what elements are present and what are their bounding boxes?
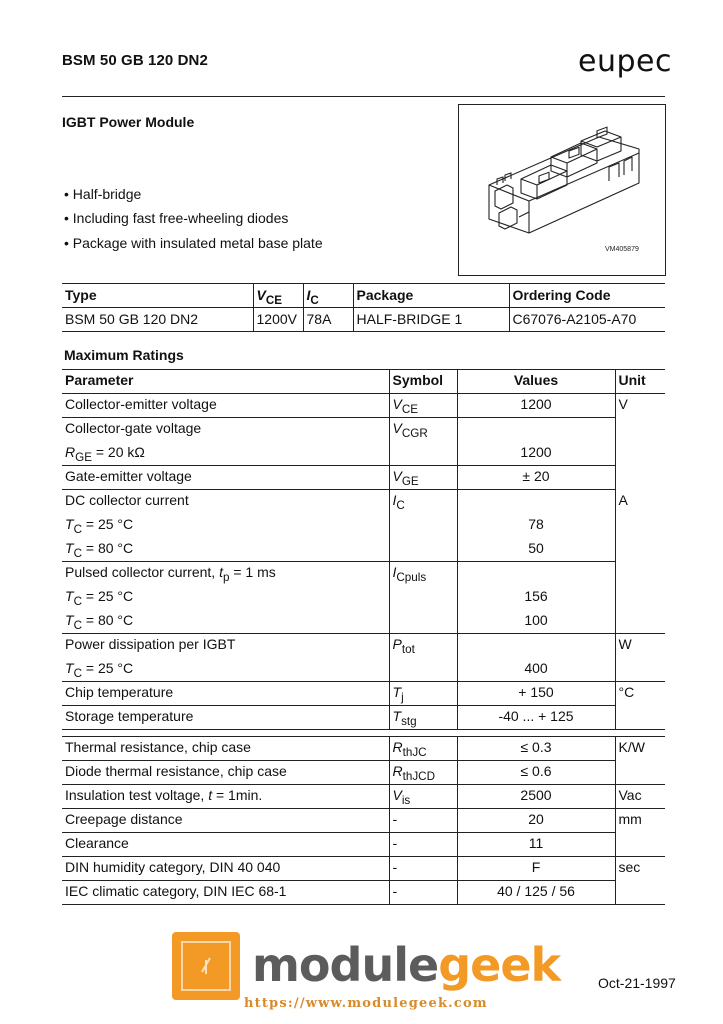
brand-logo: eupec <box>578 44 672 79</box>
feature-item: • Half-bridge <box>64 186 142 202</box>
value-cell: 156 <box>457 586 615 610</box>
unit-cell: mm <box>615 809 665 833</box>
unit-cell <box>615 761 665 785</box>
ratings-table <box>62 369 665 905</box>
footer-date: Oct-21-1997 <box>598 975 676 991</box>
value-cell: 2500 <box>457 785 615 809</box>
table-row <box>62 833 665 857</box>
symbol-cell: $I_C$ <box>389 490 457 514</box>
param-cell: Thermal resistance, chip case <box>62 737 389 761</box>
table-row <box>62 442 665 466</box>
unit-cell: W <box>615 634 665 658</box>
value-cell: 1200 <box>457 442 615 466</box>
symbol-cell: - <box>389 809 457 833</box>
param-cell: Chip temperature <box>62 682 389 706</box>
table-spacer <box>62 730 665 737</box>
unit-cell <box>615 881 665 905</box>
table-row <box>62 857 665 881</box>
param-cell: Collector-emitter voltage <box>62 394 389 418</box>
table-row <box>62 881 665 905</box>
param-cell: $T_C = 25$ °C <box>65 515 134 536</box>
cell-ordering-code: C67076-A2105-A70 <box>509 308 665 332</box>
cell-vce: 1200V <box>253 308 303 332</box>
param-cell: Insulation test voltage, t = 1min. <box>62 785 389 809</box>
symbol-cell: $T_{stg}$ <box>389 706 457 730</box>
unit-cell <box>615 586 665 610</box>
feature-item: • Package with insulated metal base plate <box>64 235 323 251</box>
value-cell: 78 <box>457 514 615 538</box>
header-unit: Unit <box>615 370 665 394</box>
watermark <box>172 918 561 1018</box>
unit-cell <box>615 610 665 634</box>
table-row <box>62 706 665 730</box>
watermark-wordmark: modulegeek <box>252 938 561 992</box>
table-row <box>62 490 665 514</box>
product-subtitle: IGBT Power Module <box>62 114 195 130</box>
type-table-header <box>62 284 665 308</box>
table-row <box>62 466 665 490</box>
unit-cell: K/W <box>615 737 665 761</box>
symbol-cell: $P_{tot}$ <box>389 634 457 658</box>
symbol-cell: $I_{Cpuls}$ <box>389 562 457 586</box>
watermark-url: https://www.modulegeek.com <box>244 996 488 1011</box>
unit-cell <box>615 706 665 730</box>
type-table <box>62 283 665 332</box>
unit-cell <box>615 418 665 442</box>
value-cell: ≤ 0.6 <box>457 761 615 785</box>
symbol-cell: $V_{CE}$ <box>389 394 457 418</box>
unit-cell: V <box>615 394 665 418</box>
unit-cell <box>615 442 665 466</box>
unit-cell <box>615 562 665 586</box>
header-symbol: Symbol <box>389 370 457 394</box>
unit-cell <box>615 538 665 562</box>
param-cell: Storage temperature <box>62 706 389 730</box>
symbol-cell: - <box>389 857 457 881</box>
table-row <box>62 634 665 658</box>
unit-cell <box>615 466 665 490</box>
value-cell: ± 20 <box>457 466 615 490</box>
param-cell: Clearance <box>62 833 389 857</box>
param-cell: Power dissipation per IGBT <box>65 636 236 652</box>
param-cell: $T_C = 80$ °C <box>62 538 389 562</box>
symbol-cell: - <box>389 833 457 857</box>
param-cell: $T_C = 25$ °C <box>65 587 134 608</box>
value-cell: F <box>457 857 615 881</box>
value-cell: + 150 <box>457 682 615 706</box>
value-cell: 100 <box>457 610 615 634</box>
table-row <box>62 514 665 538</box>
table-row <box>62 418 665 442</box>
symbol-cell: $V_{is}$ <box>389 785 457 809</box>
symbol-cell <box>389 538 457 562</box>
param-cell: IEC climatic category, DIN IEC 68-1 <box>62 881 389 905</box>
unit-cell: A <box>615 490 665 514</box>
table-row <box>62 394 665 418</box>
table-row <box>62 562 665 586</box>
symbol-cell <box>389 514 457 538</box>
header-ic: $I_C$ <box>303 284 353 308</box>
param-cell: $T_C = 80$ °C <box>62 610 389 634</box>
module-illustration <box>458 104 666 276</box>
symbol-cell: $V_{CGR}$ <box>389 418 457 442</box>
table-row <box>62 586 665 610</box>
header-package: Package <box>353 284 509 308</box>
param-cell: Creepage distance <box>62 809 389 833</box>
symbol-cell <box>389 610 457 634</box>
chip-logo-icon <box>172 932 240 1000</box>
symbol-cell: - <box>389 881 457 905</box>
symbol-cell <box>389 658 457 682</box>
document-title: BSM 50 GB 120 DN2 <box>62 52 208 69</box>
param-cell: DIN humidity category, DIN 40 040 <box>62 857 389 881</box>
header-divider <box>62 96 665 97</box>
value-cell: -40 ... + 125 <box>457 706 615 730</box>
value-cell: 400 <box>457 658 615 682</box>
image-code: VM405879 <box>605 246 639 253</box>
symbol-cell: $R_{thJC}$ <box>389 737 457 761</box>
param-cell: DC collector current <box>65 492 189 508</box>
unit-cell <box>615 658 665 682</box>
cell-type: BSM 50 GB 120 DN2 <box>62 308 253 332</box>
feature-item: • Including fast free-wheeling diodes <box>64 210 289 226</box>
value-cell: 20 <box>457 809 615 833</box>
value-cell: 40 / 125 / 56 <box>457 881 615 905</box>
table-row <box>62 809 665 833</box>
type-table-row <box>62 308 665 332</box>
value-cell: 1200 <box>457 394 615 418</box>
unit-cell: °C <box>615 682 665 706</box>
header-parameter: Parameter <box>62 370 389 394</box>
unit-cell: sec <box>615 857 665 881</box>
header-vce: $V_{CE}$ <box>253 284 303 308</box>
header-type: Type <box>62 284 253 308</box>
value-cell: 11 <box>457 833 615 857</box>
symbol-cell <box>389 442 457 466</box>
value-cell <box>457 418 615 442</box>
unit-cell <box>615 833 665 857</box>
param-cell: $R_{GE} = 20$ kΩ <box>62 442 389 466</box>
symbol-cell: $V_{GE}$ <box>389 466 457 490</box>
table-row <box>62 610 665 634</box>
symbol-cell <box>389 586 457 610</box>
ratings-header <box>62 370 665 394</box>
header-values: Values <box>457 370 615 394</box>
symbol-cell: $R_{thJCD}$ <box>389 761 457 785</box>
table-row <box>62 737 665 761</box>
value-cell <box>457 634 615 658</box>
unit-cell <box>615 514 665 538</box>
table-row <box>62 785 665 809</box>
param-cell: Diode thermal resistance, chip case <box>62 761 389 785</box>
value-cell <box>457 490 615 514</box>
section-title: Maximum Ratings <box>64 347 184 363</box>
table-row <box>62 538 665 562</box>
value-cell <box>457 562 615 586</box>
cell-ic: 78A <box>303 308 353 332</box>
param-cell: Collector-gate voltage <box>65 420 202 436</box>
table-row <box>62 761 665 785</box>
table-row <box>62 658 665 682</box>
value-cell: ≤ 0.3 <box>457 737 615 761</box>
param-cell: Gate-emitter voltage <box>62 466 389 490</box>
value-cell: 50 <box>457 538 615 562</box>
cell-package: HALF-BRIDGE 1 <box>353 308 509 332</box>
param-cell: Pulsed collector current, $t_p = 1$ ms <box>65 564 276 584</box>
header-ordering-code: Ordering Code <box>509 284 665 308</box>
symbol-cell: $T_j$ <box>389 682 457 706</box>
table-row <box>62 682 665 706</box>
module-drawing-icon <box>459 105 665 275</box>
unit-cell: Vac <box>615 785 665 809</box>
param-cell: $T_C = 25$ °C <box>62 658 389 682</box>
